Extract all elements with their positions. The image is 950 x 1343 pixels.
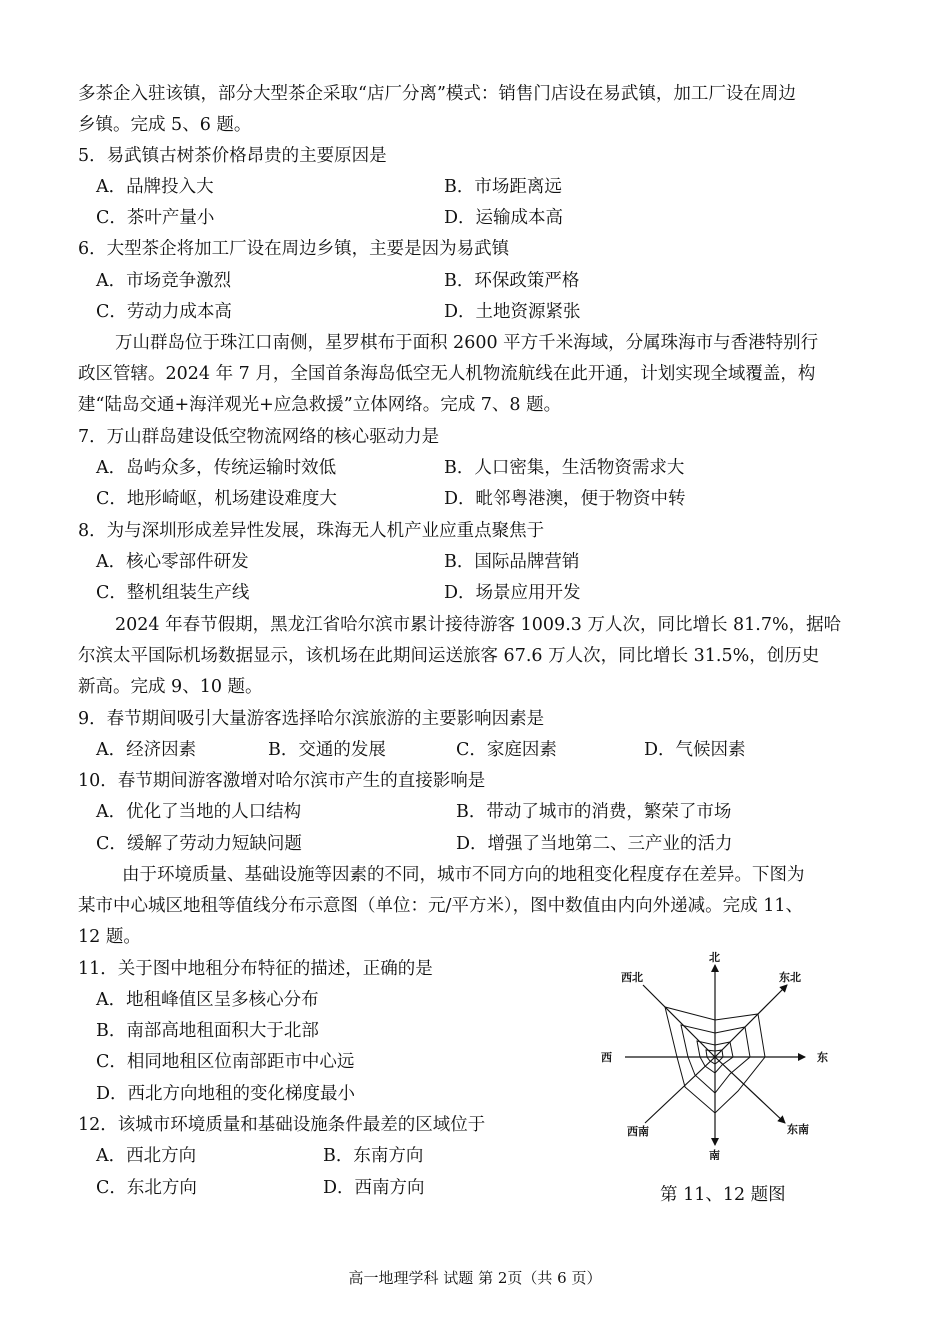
- q12-option-c: C．东北方向: [96, 1178, 197, 1198]
- q7-option-a: A．岛屿众多，传统运输时效低: [96, 458, 337, 478]
- label-southeast: 东南: [787, 1123, 809, 1136]
- label-northeast: 东北: [779, 971, 801, 984]
- intro-line-1: 多茶企入驻该镇，部分大型茶企采取“店厂分离”模式：销售门店设在易武镇，加工厂设在周边: [78, 84, 796, 104]
- q9-option-d: D．气候因素: [644, 740, 746, 760]
- passage3-line-1: 2024 年春节假期，黑龙江省哈尔滨市累计接待游客 1009.3 万人次，同比增长 81.7%，据哈: [115, 615, 842, 635]
- passage2-line-1: 万山群岛位于珠江口南侧，星罗棋布于面积 2600 平方千米海域，分属珠海市与香港特别行: [115, 333, 819, 353]
- q8-stem: 8．为与深圳形成差异性发展，珠海无人机产业应重点聚焦于: [78, 521, 545, 541]
- rent-isoline-diagram: [595, 945, 840, 1160]
- q6-stem: 6．大型茶企将加工厂设在周边乡镇，主要是因为易武镇: [78, 239, 510, 259]
- passage2-line-2: 政区管辖。2024 年 7 月，全国首条海岛低空无人机物流航线在此开通，计划实现全域覆盖，构: [78, 364, 816, 384]
- page-footer: 高一地理学科 试题 第 2页（共 6 页）: [348, 1269, 602, 1287]
- q8-option-d: D．场景应用开发: [444, 583, 581, 603]
- q12-stem: 12．该城市环境质量和基础设施条件最差的区域位于: [78, 1115, 486, 1135]
- q5-option-b: B．市场距离远: [444, 177, 562, 197]
- q10-option-d: D．增强了当地第二、三产业的活力: [456, 834, 733, 854]
- label-east: 东: [817, 1051, 828, 1064]
- q5-option-c: C．茶叶产量小: [96, 208, 215, 228]
- label-west: 西: [601, 1051, 612, 1064]
- label-north: 北: [709, 951, 720, 964]
- q7-option-d: D．毗邻粤港澳，便于物资中转: [444, 489, 686, 509]
- passage3-line-3: 新高。完成 9、10 题。: [78, 677, 263, 697]
- axis-northeast: [715, 985, 787, 1057]
- q9-option-c: C．家庭因素: [456, 740, 557, 760]
- q5-option-a: A．品牌投入大: [96, 177, 214, 197]
- label-south: 南: [709, 1149, 720, 1160]
- q11-stem: 11．关于图中地租分布特征的描述，正确的是: [78, 959, 433, 979]
- axis-northwest: [643, 985, 715, 1057]
- q5-option-d: D．运输成本高: [444, 208, 564, 228]
- q9-option-a: A．经济因素: [96, 740, 197, 760]
- q8-option-b: B．国际品牌营销: [444, 552, 580, 572]
- axis-southeast: [715, 1057, 785, 1123]
- q10-stem: 10．春节期间游客激增对哈尔滨市产生的直接影响是: [78, 771, 486, 791]
- q6-option-a: A．市场竞争激烈: [96, 271, 232, 291]
- q6-option-d: D．土地资源紧张: [444, 302, 581, 322]
- q5-stem: 5．易武镇古树茶价格昂贵的主要原因是: [78, 146, 387, 166]
- q12-option-a: A．西北方向: [96, 1146, 197, 1166]
- passage3-line-2: 尔滨太平国际机场数据显示，该机场在此期间运送旅客 67.6 万人次，同比增长 31.5%，创历史: [78, 646, 820, 666]
- q7-option-c: C．地形崎岖，机场建设难度大: [96, 489, 337, 509]
- q11-option-a: A．地租峰值区呈多核心分布: [96, 990, 319, 1010]
- q7-stem: 7．万山群岛建设低空物流网络的核心驱动力是: [78, 427, 440, 447]
- passage4-line-1: 由于环境质量、基础设施等因素的不同，城市不同方向的地租变化程度存在差异。下图为: [122, 865, 805, 885]
- figure-caption: 第 11、12 题图: [660, 1185, 786, 1205]
- q9-option-b: B．交通的发展: [268, 740, 386, 760]
- q12-option-d: D．西南方向: [323, 1178, 425, 1198]
- label-southwest: 西南: [627, 1125, 649, 1138]
- rent-isoline-figure: [595, 945, 840, 1160]
- q11-option-b: B．南部高地租面积大于北部: [96, 1021, 319, 1041]
- intro-line-2: 乡镇。完成 5、6 题。: [78, 115, 252, 135]
- label-northwest: 西北: [621, 971, 643, 984]
- q12-option-b: B．东南方向: [323, 1146, 424, 1166]
- q8-option-a: A．核心零部件研发: [96, 552, 249, 572]
- q6-option-b: B．环保政策严格: [444, 271, 580, 291]
- q8-option-c: C．整机组装生产线: [96, 583, 250, 603]
- passage4-line-3: 12 题。: [78, 927, 141, 947]
- q9-stem: 9．春节期间吸引大量游客选择哈尔滨旅游的主要影响因素是: [78, 709, 545, 729]
- q10-option-b: B．带动了城市的消费，繁荣了市场: [456, 802, 732, 822]
- passage4-line-2: 某市中心城区地租等值线分布示意图（单位：元/平方米），图中数值由内向外递减。完成 11、: [78, 896, 803, 916]
- passage2-line-3: 建“陆岛交通+海洋观光+应急救援”立体网络。完成 7、8 题。: [78, 395, 562, 415]
- q10-option-a: A．优化了当地的人口结构: [96, 802, 302, 822]
- q11-option-c: C．相同地租区位南部距市中心远: [96, 1052, 355, 1072]
- q10-option-c: C．缓解了劳动力短缺问题: [96, 834, 302, 854]
- q7-option-b: B．人口密集，生活物资需求大: [444, 458, 685, 478]
- q11-option-d: D．西北方向地租的变化梯度最小: [96, 1084, 356, 1104]
- q6-option-c: C．劳动力成本高: [96, 302, 232, 322]
